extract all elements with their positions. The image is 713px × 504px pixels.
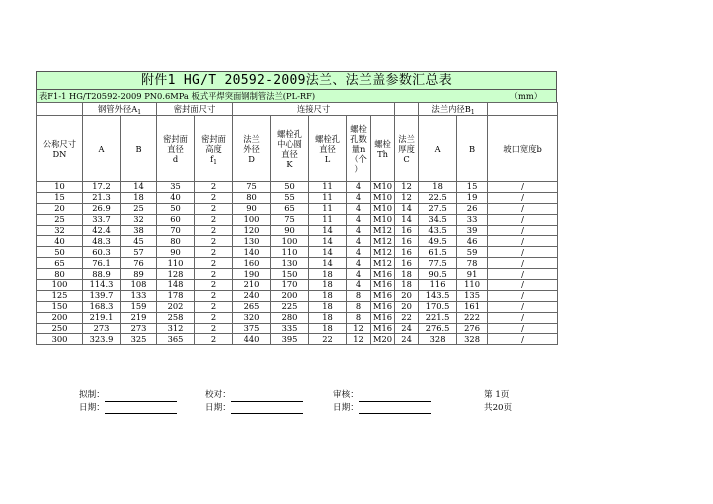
unit-label: （mm） [509, 91, 542, 101]
table-cell: / [488, 334, 558, 345]
table-cell: / [488, 290, 558, 301]
table-cell: 10 [37, 182, 83, 193]
table-cell: 90.5 [419, 269, 457, 280]
table-cell: 178 [157, 290, 195, 301]
table-cell: 2 [195, 290, 233, 301]
table-row [37, 290, 558, 301]
table-cell: / [488, 236, 558, 247]
table-cell: 18 [419, 182, 457, 193]
table-cell: 225 [271, 301, 309, 312]
table-cell: 328 [419, 334, 457, 345]
table-cell: 250 [37, 323, 83, 334]
table-cell: 100 [37, 280, 83, 291]
table-cell: 14 [309, 247, 347, 258]
table-cell: 2 [195, 258, 233, 269]
table-row [37, 214, 558, 225]
table-cell: 33 [457, 214, 488, 225]
table-cell: 45 [121, 236, 157, 247]
table-row [37, 334, 558, 345]
col-flange-od: 法兰 外径 D [233, 116, 271, 182]
group-connection: 连接尺寸 [233, 103, 395, 116]
table-cell: 2 [195, 236, 233, 247]
col-inner-b: B [457, 116, 488, 182]
table-cell: 375 [233, 323, 271, 334]
table-row [37, 323, 558, 334]
table-cell: 78 [457, 258, 488, 269]
checker-block [205, 389, 303, 414]
table-row [37, 203, 558, 214]
table-cell: 14 [395, 214, 419, 225]
table-cell: M12 [371, 247, 395, 258]
col-pipe-a: A [83, 116, 121, 182]
table-cell: 130 [233, 236, 271, 247]
table-cell: M10 [371, 203, 395, 214]
group-pipe-od: 钢管外径$A_1$ [83, 103, 157, 116]
table-cell: 15 [37, 192, 83, 203]
reviewer-date-label: 日期： [333, 402, 359, 413]
table-cell: 35 [157, 182, 195, 193]
drafter-date-label: 日期： [79, 402, 105, 413]
table-cell: M16 [371, 323, 395, 334]
table-cell: 108 [121, 280, 157, 291]
table-cell: 18 [309, 269, 347, 280]
table-cell: 133 [121, 290, 157, 301]
col-bevel: 坡口宽度b [488, 116, 558, 182]
table-cell: 77.5 [419, 258, 457, 269]
table-cell: 159 [121, 301, 157, 312]
table-cell: 22 [395, 312, 419, 323]
table-cell: 18 [395, 280, 419, 291]
table-cell: 75 [233, 182, 271, 193]
table-cell: 89 [121, 269, 157, 280]
sheet [36, 71, 557, 345]
table-cell: M12 [371, 225, 395, 236]
table-cell: 320 [233, 312, 271, 323]
table-cell: 70 [157, 225, 195, 236]
table-cell: 273 [83, 323, 121, 334]
table-cell: 2 [195, 334, 233, 345]
page-number: 第 1页 [484, 390, 510, 400]
table-cell: 16 [395, 258, 419, 269]
table-cell: 160 [233, 258, 271, 269]
table-row [37, 247, 558, 258]
table-cell: 11 [309, 214, 347, 225]
table-cell: 14 [395, 203, 419, 214]
table-cell: 90 [157, 247, 195, 258]
table-cell: 50 [37, 247, 83, 258]
table-cell: 140 [233, 247, 271, 258]
table-cell: 49.5 [419, 236, 457, 247]
table-cell: 18 [309, 280, 347, 291]
table-cell: 26 [457, 203, 488, 214]
table-cell: M10 [371, 182, 395, 193]
table-cell: 55 [271, 192, 309, 203]
table-cell: 280 [271, 312, 309, 323]
table-cell: / [488, 203, 558, 214]
table-body [37, 182, 558, 345]
table-cell: 60 [157, 214, 195, 225]
table-cell: 100 [233, 214, 271, 225]
col-pipe-b: B [121, 116, 157, 182]
table-cell: 20 [395, 301, 419, 312]
table-cell: 18 [395, 269, 419, 280]
table-cell: 14 [309, 236, 347, 247]
table-cell: 125 [37, 290, 83, 301]
table-row [37, 258, 558, 269]
table-cell: 240 [233, 290, 271, 301]
table-cell: 150 [271, 269, 309, 280]
table-cell: 12 [395, 192, 419, 203]
reviewer-date-line [359, 404, 431, 414]
table-cell: 4 [347, 225, 371, 236]
header-blank [488, 103, 558, 116]
table-cell: 80 [157, 236, 195, 247]
table-cell: 16 [395, 225, 419, 236]
table-cell: 18 [309, 312, 347, 323]
table-cell: 80 [37, 269, 83, 280]
table-cell: 76 [121, 258, 157, 269]
drafter-line [105, 392, 177, 402]
table-cell: / [488, 258, 558, 269]
table-cell: M16 [371, 312, 395, 323]
group-inner-diameter: 法兰内径$B_1$ [419, 103, 488, 116]
table-cell: 12 [395, 182, 419, 193]
table-cell: 328 [457, 334, 488, 345]
table-cell: 34.5 [419, 214, 457, 225]
table-cell: 4 [347, 258, 371, 269]
table-cell: 202 [157, 301, 195, 312]
table-cell: / [488, 247, 558, 258]
table-cell: 18 [309, 301, 347, 312]
table-cell: 312 [157, 323, 195, 334]
table-cell: 90 [271, 225, 309, 236]
table-cell: 24 [395, 334, 419, 345]
col-inner-a: A [419, 116, 457, 182]
page-title: 附件1 HG/T 20592-2009法兰、法兰盖参数汇总表 [36, 71, 557, 90]
table-cell: 148 [157, 280, 195, 291]
table-cell: 258 [157, 312, 195, 323]
table-cell: 335 [271, 323, 309, 334]
table-row [37, 225, 558, 236]
table-cell: / [488, 269, 558, 280]
table-cell: M16 [371, 301, 395, 312]
table-cell: 200 [271, 290, 309, 301]
table-cell: 60.3 [83, 247, 121, 258]
table-cell: 40 [37, 236, 83, 247]
table-cell: 4 [347, 192, 371, 203]
page-info [484, 389, 512, 414]
table-cell: 161 [457, 301, 488, 312]
table-cell: 4 [347, 182, 371, 193]
table-cell: 18 [309, 323, 347, 334]
table-cell: 210 [233, 280, 271, 291]
table-caption [36, 90, 557, 102]
group-seal: 密封面尺寸 [157, 103, 233, 116]
table-cell: 90 [233, 203, 271, 214]
col-bolt-circle: 螺栓孔 中心圆 直径 K [271, 116, 309, 182]
table-cell: 25 [121, 203, 157, 214]
table-cell: 170.5 [419, 301, 457, 312]
table-cell: / [488, 312, 558, 323]
table-cell: 11 [309, 203, 347, 214]
table-cell: 150 [37, 301, 83, 312]
table-cell: / [488, 301, 558, 312]
table-cell: 365 [157, 334, 195, 345]
table-cell: 14 [121, 182, 157, 193]
table-cell: 20 [37, 203, 83, 214]
table-cell: 325 [121, 334, 157, 345]
table-cell: 128 [157, 269, 195, 280]
table-cell: 12 [347, 334, 371, 345]
table-cell: 16 [395, 247, 419, 258]
table-cell: M10 [371, 192, 395, 203]
table-cell: / [488, 280, 558, 291]
table-row [37, 301, 558, 312]
table-cell: 143.5 [419, 290, 457, 301]
table-cell: 265 [233, 301, 271, 312]
table-cell: 50 [271, 182, 309, 193]
col-seal-height: 密封面 高度 $f_1$ [195, 116, 233, 182]
table-cell: 116 [419, 280, 457, 291]
table-cell: 2 [195, 323, 233, 334]
checker-label: 校对： [205, 390, 231, 400]
table-cell: 18 [309, 290, 347, 301]
table-cell: / [488, 214, 558, 225]
table-row [37, 269, 558, 280]
table-cell: 14 [309, 258, 347, 269]
table-cell: 48.3 [83, 236, 121, 247]
table-cell: 114.3 [83, 280, 121, 291]
table-cell: 24 [395, 323, 419, 334]
drafter-label: 拟制： [79, 390, 105, 400]
table-cell: 323.9 [83, 334, 121, 345]
table-cell: 200 [37, 312, 83, 323]
table-cell: 120 [233, 225, 271, 236]
drafter-date-line [105, 404, 177, 414]
table-cell: 26.9 [83, 203, 121, 214]
table-cell: 19 [457, 192, 488, 203]
table-cell: 16 [395, 236, 419, 247]
table-caption-text: 表F1-1 HG/T20592-2009 PN0.6MPa 板式平焊突面钢制管法兰(PL-RF) [39, 91, 316, 101]
table-cell: M16 [371, 280, 395, 291]
table-cell: 276.5 [419, 323, 457, 334]
table-cell: 11 [309, 182, 347, 193]
table-cell: 59 [457, 247, 488, 258]
table-cell: / [488, 225, 558, 236]
table-cell: 2 [195, 312, 233, 323]
table-cell: 2 [195, 269, 233, 280]
table-cell: 300 [37, 334, 83, 345]
table-cell: / [488, 323, 558, 334]
table-row [37, 192, 558, 203]
table-cell: 65 [271, 203, 309, 214]
table-cell: 18 [121, 192, 157, 203]
col-bolt-hole: 螺栓孔 直径 L [309, 116, 347, 182]
table-cell: 42.4 [83, 225, 121, 236]
table-cell: 2 [195, 301, 233, 312]
table-cell: 2 [195, 225, 233, 236]
table-cell: / [488, 192, 558, 203]
table-cell: 190 [233, 269, 271, 280]
table-cell: 2 [195, 203, 233, 214]
header-blank [395, 103, 419, 116]
table-cell: 15 [457, 182, 488, 193]
table-cell: 110 [271, 247, 309, 258]
table-cell: 395 [271, 334, 309, 345]
table-cell: 25 [37, 214, 83, 225]
table-cell: M16 [371, 269, 395, 280]
checker-line [231, 392, 303, 402]
table-cell: 130 [271, 258, 309, 269]
header-blank [37, 103, 83, 116]
table-cell: 4 [347, 269, 371, 280]
col-bolt-thread: 螺栓 Th [371, 116, 395, 182]
table-cell: 100 [271, 236, 309, 247]
table-cell: M16 [371, 290, 395, 301]
drafter-block [79, 389, 177, 414]
table-row [37, 182, 558, 193]
table-cell: 440 [233, 334, 271, 345]
table-row [37, 236, 558, 247]
table-cell: 43.5 [419, 225, 457, 236]
flange-parameter-table [36, 102, 558, 345]
table-row [37, 280, 558, 291]
table-cell: M12 [371, 236, 395, 247]
table-row [37, 312, 558, 323]
table-cell: 4 [347, 280, 371, 291]
table-cell: 91 [457, 269, 488, 280]
table-cell: 22.5 [419, 192, 457, 203]
table-cell: 4 [347, 247, 371, 258]
table-cell: 57 [121, 247, 157, 258]
table-cell: 65 [37, 258, 83, 269]
table-cell: 32 [37, 225, 83, 236]
table-cell: 4 [347, 214, 371, 225]
table-cell: 32 [121, 214, 157, 225]
table-cell: 39 [457, 225, 488, 236]
table-cell: 21.3 [83, 192, 121, 203]
table-cell: M12 [371, 258, 395, 269]
table-cell: 14 [309, 225, 347, 236]
table-cell: 2 [195, 247, 233, 258]
table-cell: 273 [121, 323, 157, 334]
table-cell: 219.1 [83, 312, 121, 323]
table-cell: 2 [195, 182, 233, 193]
table-cell: 20 [395, 290, 419, 301]
table-cell: 33.7 [83, 214, 121, 225]
table-cell: 12 [347, 323, 371, 334]
table-cell: / [488, 182, 558, 193]
table-cell: 88.9 [83, 269, 121, 280]
table-cell: 11 [309, 192, 347, 203]
table-cell: 8 [347, 290, 371, 301]
table-cell: 222 [457, 312, 488, 323]
col-thickness: 法兰 厚度 C [395, 116, 419, 182]
table-cell: 27.5 [419, 203, 457, 214]
table-cell: 110 [457, 280, 488, 291]
table-cell: M10 [371, 214, 395, 225]
table-cell: 38 [121, 225, 157, 236]
table-cell: 8 [347, 301, 371, 312]
table-cell: 2 [195, 192, 233, 203]
checker-date-line [231, 404, 303, 414]
table-cell: 80 [233, 192, 271, 203]
table-cell: 22 [309, 334, 347, 345]
table-cell: 110 [157, 258, 195, 269]
col-seal-diameter: 密封面 直径 d [157, 116, 195, 182]
table-cell: 221.5 [419, 312, 457, 323]
reviewer-line [359, 392, 431, 402]
page-total: 共20页 [484, 402, 513, 413]
table-cell: 76.1 [83, 258, 121, 269]
table-cell: 168.3 [83, 301, 121, 312]
table-cell: 139.7 [83, 290, 121, 301]
table-cell: M20 [371, 334, 395, 345]
table-cell: 219 [121, 312, 157, 323]
table-cell: 4 [347, 236, 371, 247]
table-cell: 17.2 [83, 182, 121, 193]
col-dn: 公称尺寸 DN [37, 116, 83, 182]
table-cell: 46 [457, 236, 488, 247]
col-bolt-count: 螺栓 孔数 量n （个 ） [347, 116, 371, 182]
reviewer-label: 审核： [333, 390, 359, 400]
table-cell: 50 [157, 203, 195, 214]
checker-date-label: 日期： [205, 402, 231, 413]
table-cell: 4 [347, 203, 371, 214]
table-cell: 2 [195, 280, 233, 291]
table-cell: 75 [271, 214, 309, 225]
reviewer-block [333, 389, 431, 414]
table-cell: 2 [195, 214, 233, 225]
table-cell: 135 [457, 290, 488, 301]
table-cell: 170 [271, 280, 309, 291]
table-cell: 276 [457, 323, 488, 334]
table-cell: 8 [347, 312, 371, 323]
table-cell: 40 [157, 192, 195, 203]
table-cell: 61.5 [419, 247, 457, 258]
